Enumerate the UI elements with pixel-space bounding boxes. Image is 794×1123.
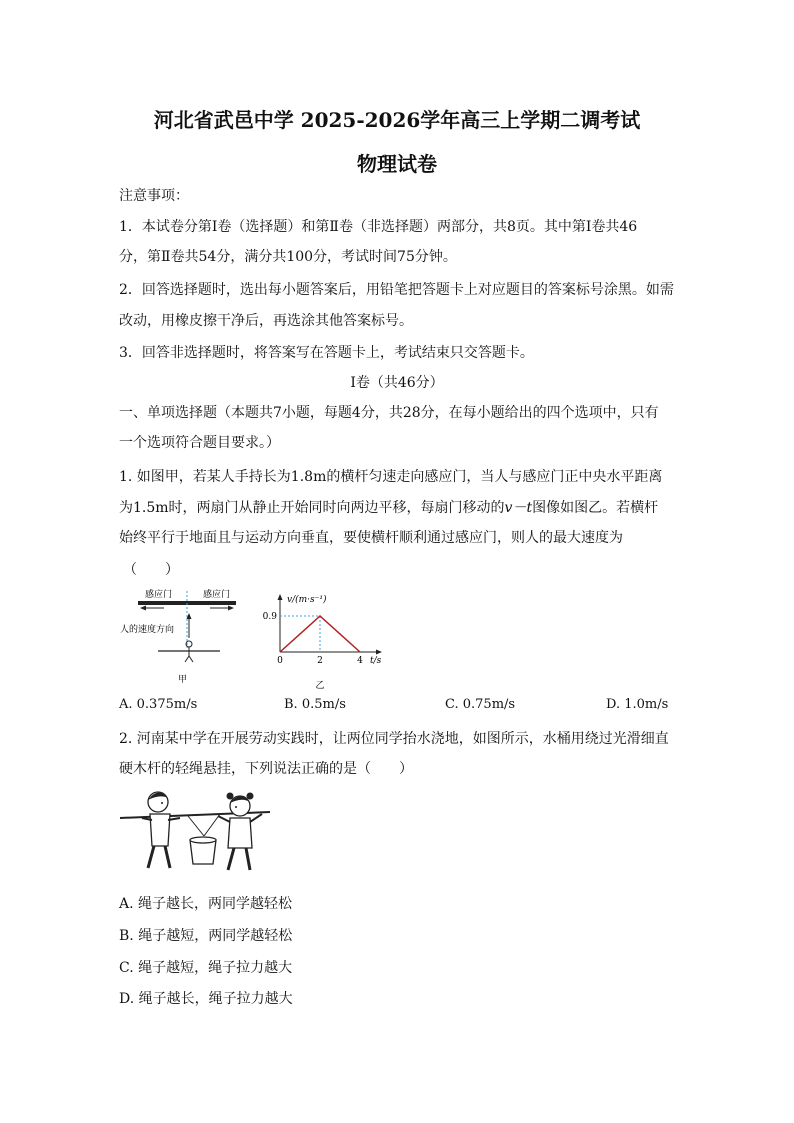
q2-option-a: A. 绳子越长，两同学越轻松 — [119, 896, 293, 912]
door-right-label: 感应门 — [203, 590, 231, 600]
person-leg — [189, 656, 193, 662]
person-leg — [185, 656, 189, 662]
x-tick-label: 2 — [317, 656, 323, 666]
q1-figure-a — [112, 586, 252, 686]
caption-b: 乙 — [315, 681, 325, 690]
q1-text: 为1.5m时，两扇门从静止开始同时向两边平移，每扇门移动的v－t图像如图乙。若横杆 — [119, 500, 659, 516]
caption-a: 甲 — [178, 675, 188, 685]
y-tick-label: 0.9 — [262, 612, 277, 622]
x-axis-arrowhead — [376, 650, 382, 655]
q1-text: 始终平行于地面且与运动方向垂直，要使横杆顺利通过感应门，则人的最大速度为 — [119, 530, 623, 546]
notice-line: 2．回答选择题时，选出每小题答案后，用铅笔把答题卡上对应题目的答案标号涂黑。如需 — [119, 282, 674, 298]
q2-option-b: B. 绳子越短，两同学越轻松 — [119, 928, 293, 944]
q1-option-d: D. 1.0m/s — [606, 697, 669, 712]
q1-blank: （ ） — [123, 562, 179, 578]
notice-line: 1．本试卷分第Ⅰ卷（选择题）和第Ⅱ卷（非选择题）两部分，共8页。其中第Ⅰ卷共46 — [119, 219, 638, 235]
y-axis-arrowhead — [278, 594, 283, 600]
exam-title: 河北省武邑中学 2025-2026学年高三上学期二调考试 — [153, 108, 641, 132]
exam-subtitle: 物理试卷 — [357, 152, 437, 176]
q1-option-c: C. 0.75m/s — [445, 697, 516, 712]
y-axis-label: v/(m·s⁻¹) — [287, 595, 327, 605]
student-left — [142, 792, 180, 868]
q1-text: 1. 如图甲，若某人手持长为1.8m的横杆匀速走向感应门，当人与感应门正中央水平距离 — [119, 469, 663, 485]
section-title: Ⅰ卷（共46分） — [350, 375, 444, 391]
section-intro: 一个选项符合题目要求。） — [119, 435, 280, 451]
q1-option-a: A. 0.375m/s — [119, 697, 198, 712]
x-tick-label: 0 — [277, 656, 283, 666]
q2-option-c: C. 绳子越短，绳子拉力越大 — [119, 960, 293, 976]
q2-figure — [118, 788, 278, 878]
student-right — [218, 793, 262, 871]
section-intro: 一、单项选择题（本题共7小题，每题4分，共28分，在每小题给出的四个选项中，只有 — [119, 405, 659, 421]
q2-option-d: D. 绳子越长，绳子拉力越大 — [119, 991, 293, 1007]
q2-text: 硬木杆的轻绳悬挂，下列说法正确的是（ ） — [119, 761, 413, 777]
q1-formula: v－t — [504, 500, 533, 516]
door-left-label: 感应门 — [145, 590, 173, 600]
notice-line: 3．回答非选择题时，将答案写在答题卡上，考试结束只交答题卡。 — [119, 345, 534, 361]
left-arrowhead — [140, 606, 146, 611]
q2-text: 2. 河南某中学在开展劳动实践时，让两位同学抬水浇地，如图所示，水桶用绕过光滑细直 — [119, 731, 669, 747]
direction-label: 人的速度方向 — [120, 625, 175, 635]
x-tick-label: 4 — [357, 656, 363, 666]
q1-option-b: B. 0.5m/s — [284, 697, 346, 712]
q1-vt-graph — [262, 590, 402, 690]
right-arrowhead — [228, 606, 234, 611]
bucket — [188, 814, 220, 864]
x-axis-label: t/s — [370, 656, 382, 666]
notice-line: 分，第Ⅱ卷共54分，满分共100分，考试时间75分钟。 — [119, 249, 457, 265]
notice-heading: 注意事项： — [119, 188, 189, 204]
notice-line: 改动，用橡皮擦干净后，再选涂其他答案标号。 — [119, 313, 413, 329]
